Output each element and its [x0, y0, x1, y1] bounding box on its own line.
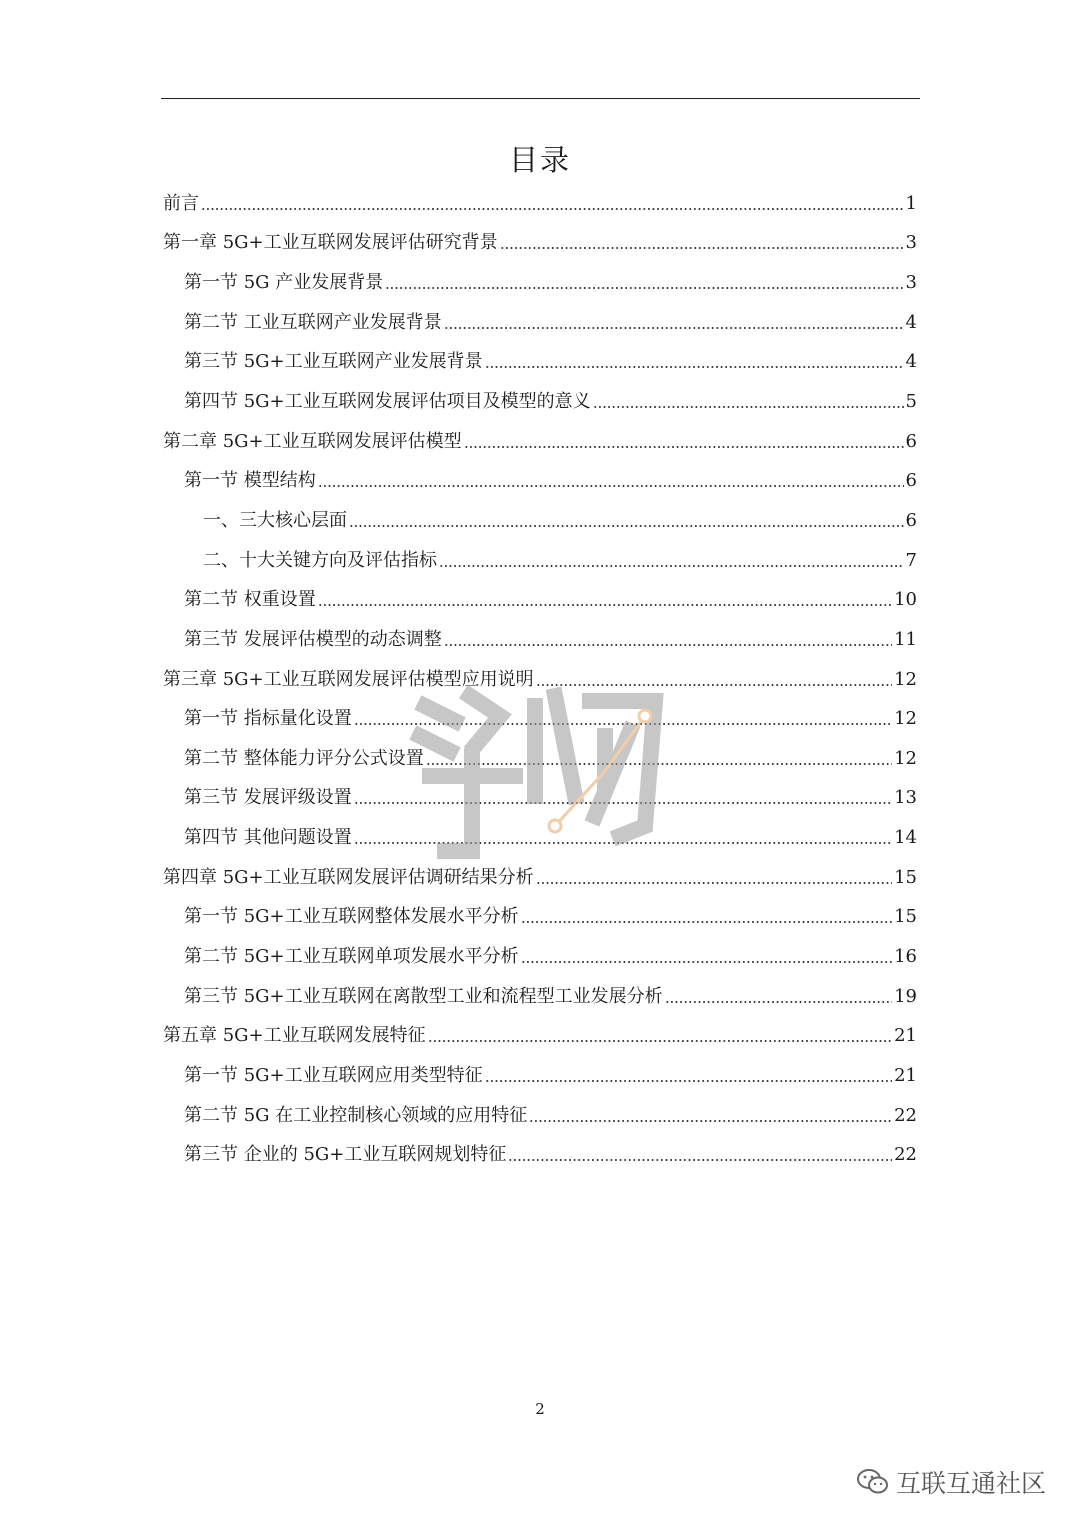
toc-entry-label: 第二节 5G 在工业控制核心领域的应用特征: [184, 1104, 528, 1126]
toc-leader-dots: [354, 800, 892, 806]
toc-entry-page: 21: [894, 1025, 917, 1047]
toc-entry-page: 6: [905, 470, 917, 492]
toc-entry-label: 二、十大关键方向及评估指标: [203, 549, 437, 571]
toc-entry-label: 前言: [163, 192, 199, 214]
toc-entry-label: 第二节 5G+工业互联网单项发展水平分析: [184, 945, 519, 967]
toc-entry[interactable]: [163, 1096, 917, 1136]
toc-entry[interactable]: [163, 224, 917, 264]
toc-leader-dots: [508, 1157, 892, 1163]
toc-leader-dots: [354, 840, 892, 846]
toc-leader-dots: [529, 1118, 892, 1124]
toc-entry[interactable]: [163, 699, 917, 739]
toc-entry[interactable]: [163, 937, 917, 977]
toc-entry-label: 第一节 模型结构: [184, 470, 316, 492]
wechat-icon: [856, 1467, 890, 1497]
toc-entry[interactable]: [163, 422, 917, 462]
toc-entry-page: 1: [905, 192, 917, 214]
toc-entry[interactable]: [163, 501, 917, 541]
toc-entry-label: 第一节 5G+工业互联网应用类型特征: [184, 1064, 483, 1086]
toc-entry-page: 5: [905, 391, 917, 413]
toc-entry-label: 第三节 发展评级设置: [184, 787, 352, 809]
toc-entry-label: 第一章 5G+工业互联网发展评估研究背景: [163, 232, 498, 254]
toc-entry-page: 7: [905, 549, 917, 571]
toc-entry-label: 第三章 5G+工业互联网发展评估模型应用说明: [163, 668, 534, 690]
toc-entry[interactable]: [163, 779, 917, 819]
toc-entry-page: 12: [894, 708, 917, 730]
toc-entry-label: 第二节 整体能力评分公式设置: [184, 747, 424, 769]
toc-entry-page: 10: [894, 589, 917, 611]
toc-leader-dots: [318, 602, 892, 608]
toc-entry-label: 第三节 发展评估模型的动态调整: [184, 628, 442, 650]
toc-leader-dots: [444, 642, 892, 648]
toc-entry-page: 19: [894, 985, 917, 1007]
toc-entry[interactable]: [163, 620, 917, 660]
toc-leader-dots: [201, 206, 904, 212]
toc-leader-dots: [521, 959, 892, 965]
toc-entry-page: 15: [894, 906, 917, 928]
toc-entry[interactable]: [163, 303, 917, 343]
toc-entry-label: 第一节 5G 产业发展背景: [184, 272, 384, 294]
toc-entry-page: 14: [894, 827, 917, 849]
toc-entry-page: 3: [905, 272, 917, 294]
toc-entry[interactable]: [163, 1056, 917, 1096]
toc-entry-page: 13: [894, 787, 917, 809]
table-of-contents: [163, 184, 917, 1175]
toc-entry-page: 6: [905, 509, 917, 531]
toc-entry-page: 15: [894, 866, 917, 888]
toc-entry[interactable]: [163, 739, 917, 779]
toc-entry-label: 第三节 企业的 5G+工业互联网规划特征: [184, 1144, 507, 1166]
toc-entry-page: 12: [894, 747, 917, 769]
toc-entry-label: 第三节 5G+工业互联网在离散型工业和流程型工业发展分析: [184, 985, 663, 1007]
toc-entry[interactable]: [163, 898, 917, 938]
page-number: 2: [535, 1400, 545, 1418]
toc-leader-dots: [426, 761, 892, 767]
toc-entry-page: 22: [894, 1104, 917, 1126]
toc-leader-dots: [439, 563, 904, 569]
toc-leader-dots: [665, 999, 892, 1005]
toc-entry[interactable]: [163, 343, 917, 383]
toc-entry-label: 第一节 5G+工业互联网整体发展水平分析: [184, 906, 519, 928]
toc-leader-dots: [485, 1078, 892, 1084]
toc-entry-label: 第二章 5G+工业互联网发展评估模型: [163, 430, 462, 452]
toc-leader-dots: [428, 1038, 892, 1044]
toc-entry-page: 16: [894, 945, 917, 967]
toc-entry-label: 第四节 其他问题设置: [184, 827, 352, 849]
toc-entry[interactable]: [163, 580, 917, 620]
toc-leader-dots: [385, 285, 903, 291]
toc-entry-label: 第五章 5G+工业互联网发展特征: [163, 1025, 426, 1047]
toc-entry[interactable]: [163, 541, 917, 581]
page-title: 目录: [508, 143, 571, 177]
toc-entry[interactable]: [163, 184, 917, 224]
toc-entry[interactable]: [163, 461, 917, 501]
footer-brand-label: 互联互通社区: [895, 1469, 1046, 1498]
toc-entry-page: 4: [905, 351, 917, 373]
footer-brand[interactable]: [856, 1464, 1046, 1500]
toc-leader-dots: [354, 721, 892, 727]
toc-entry-page: 12: [894, 668, 917, 690]
toc-entry-page: 4: [905, 311, 917, 333]
toc-leader-dots: [444, 325, 904, 331]
toc-leader-dots: [536, 682, 892, 688]
toc-entry-label: 第一节 指标量化设置: [184, 708, 352, 730]
toc-entry[interactable]: [163, 1016, 917, 1056]
toc-entry[interactable]: [163, 263, 917, 303]
toc-entry-page: 21: [894, 1064, 917, 1086]
toc-entry-label: 第二节 工业互联网产业发展背景: [184, 311, 442, 333]
toc-entry-page: 6: [905, 430, 917, 452]
toc-leader-dots: [521, 919, 892, 925]
toc-entry-label: 第三节 5G+工业互联网产业发展背景: [184, 351, 483, 373]
toc-entry[interactable]: [163, 818, 917, 858]
header-rule: [161, 98, 920, 99]
toc-leader-dots: [349, 523, 904, 529]
toc-leader-dots: [485, 364, 904, 370]
toc-entry-page: 22: [894, 1144, 917, 1166]
toc-entry[interactable]: [163, 977, 917, 1017]
toc-entry[interactable]: [163, 660, 917, 700]
toc-entry-page: 3: [905, 232, 917, 254]
toc-leader-dots: [536, 880, 892, 886]
toc-entry-page: 11: [894, 628, 917, 650]
toc-entry-label: 第四节 5G+工业互联网发展评估项目及模型的意义: [184, 391, 591, 413]
toc-entry-label: 一、三大核心层面: [203, 509, 347, 531]
toc-entry[interactable]: [163, 1135, 917, 1175]
toc-leader-dots: [318, 483, 904, 489]
toc-entry-label: 第二节 权重设置: [184, 589, 316, 611]
toc-leader-dots: [593, 404, 904, 410]
toc-leader-dots: [500, 245, 904, 251]
toc-entry-label: 第四章 5G+工业互联网发展评估调研结果分析: [163, 866, 534, 888]
toc-entry[interactable]: [163, 382, 917, 422]
toc-entry[interactable]: [163, 858, 917, 898]
toc-leader-dots: [464, 444, 904, 450]
